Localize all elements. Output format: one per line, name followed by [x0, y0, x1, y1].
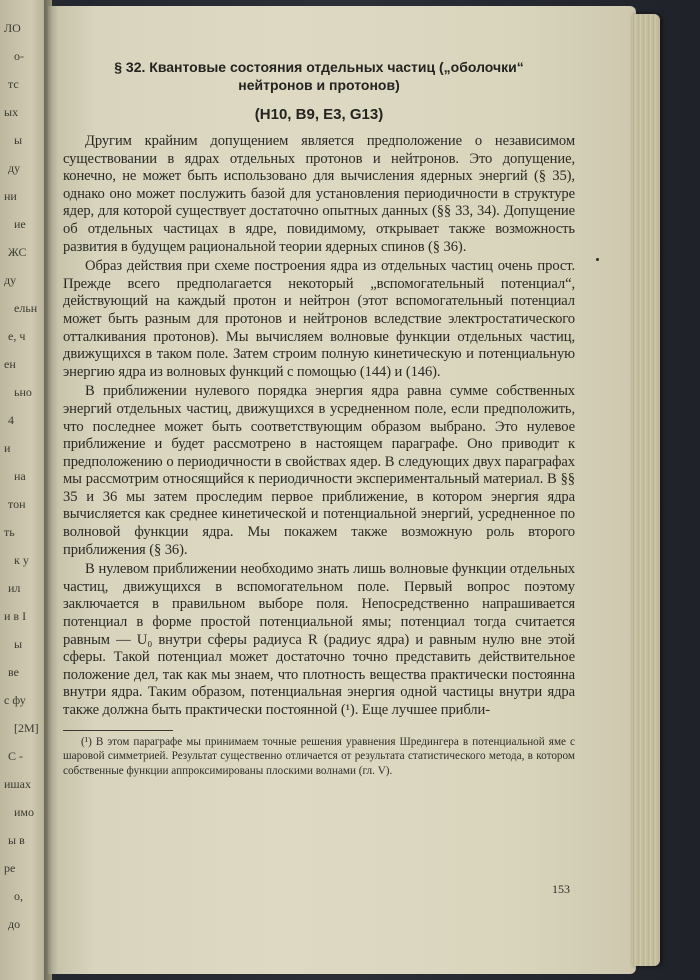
- section-title-line-2: нейтронов и протонов): [238, 77, 400, 93]
- previous-page-fragment: ы в: [8, 833, 25, 847]
- previous-page-fragment: 4: [8, 413, 14, 427]
- page-content: [63, 58, 575, 778]
- section-references: (H10, B9, E3, G13): [254, 106, 384, 123]
- previous-page-fragment: имо: [14, 805, 35, 819]
- previous-page-fragment: ы: [14, 637, 23, 651]
- previous-page-fragment: ие: [14, 217, 26, 231]
- page-stack-edges: [632, 14, 660, 966]
- previous-page-fragment: о,: [14, 889, 23, 903]
- previous-page-fragment: ЖС: [8, 245, 27, 259]
- previous-page-fragment: ьно: [14, 385, 32, 399]
- previous-page-fragment: о-: [14, 49, 24, 63]
- previous-page-fragment: С -: [8, 749, 23, 763]
- previous-page-fragment: ду: [4, 273, 17, 287]
- paragraph-4: В нулевом приближении необходимо знать лишь волновые функции отдельных частиц, движущихся в вспомогательном поле. Первый вопрос поэтому заключается в правильном выборе поля. Непосредственно напрашивается потенциал в форме простой потенциальной ямы; потенциал тогда считается равным — U₀ внутри сферы радиуса R (радиус ядра) и равным нулю вне этой сферы. Такой потенциал может достаточно точно представить действительное положение дел, так как мы знаем, что плотность вещества практически постоянна внутри ядра. Таким образом, потенциальная энергия одной частицы внутри ядра также должна быть практически постоянной (¹). Еще лучшее прибли-: [63, 561, 575, 718]
- previous-page-fragment: до: [8, 917, 21, 931]
- previous-page-fragment: к у: [14, 553, 29, 567]
- previous-page-fragment: ре: [4, 861, 16, 875]
- previous-page-fragment: и: [4, 441, 11, 455]
- previous-page-fragment: ельн: [14, 301, 38, 315]
- previous-page-fragment: ы: [14, 133, 23, 147]
- footnote: (¹) В этом параграфе мы принимаем точные решения уравнения Шредингера в потенциальной яме с шаровой симметрией. Результат существенно отличается от результата статистического метода, в котором собственные функции аппроксимированы плоскими волнами (гл. V).: [63, 735, 575, 777]
- previous-page-fragment: на: [14, 469, 26, 483]
- page-number: 153: [552, 882, 570, 896]
- previous-page-fragment: ишах: [4, 777, 31, 791]
- previous-page-fragment: ых: [4, 105, 19, 119]
- footnote-divider: [63, 730, 173, 731]
- previous-page-fragment: ЛО: [4, 21, 21, 35]
- previous-page-fragment: е, ч: [8, 329, 26, 343]
- previous-page-fragment: ен: [4, 357, 16, 371]
- paragraph-1: Другим крайним допущением является предположение о независимом существовании в ядрах отдельных протонов и нейтронов. Это допущение, конечно, не может быть использовано для вычисления ядерных энергий (§ 35), однако оно может послужить базой для установления периодичности в структуре ядер, для которой существует достаточно опытных данных (§§ 33, 34). Допущение об отдельных частицах в ядре, повидимому, открывает также возможность развития в будущем рациональной теории ядерных спинов (§ 36).: [63, 133, 575, 255]
- previous-page-fragment: ть: [4, 525, 15, 539]
- section-title-line-1: § 32. Квантовые состояния отдельных частиц („оболочки“: [114, 59, 524, 75]
- previous-page-fragment: тон: [8, 497, 26, 511]
- previous-page-fragment: с фу: [4, 693, 26, 707]
- margin-dot: [596, 258, 599, 261]
- section-title: [63, 58, 575, 94]
- book-gutter-shadow: [44, 0, 58, 980]
- paragraph-3: В приближении нулевого порядка энергия ядра равна сумме собственных энергий отдельных частиц, движущихся в усредненном поле, если предположить, что последнее может быть соответствующим образом выбрано. Это нулевое приближение и будет рассмотрено в настоящем параграфе. Оно приводит к предположению о периодичности в свойствах ядер. В следующих двух параграфах мы рассмотрим относящийся к периодичности экспериментальный материал. В §§ 35 и 36 мы затем проследим первое приближение, в котором энергия ядра вычисляется как среднее кинетической и потенциальной энергий, усредненное по волновой функции ядра. Мы покажем также возможную роль второго приближения (§ 36).: [63, 383, 575, 558]
- previous-page-fragment: ил: [8, 581, 21, 595]
- paragraph-2: Образ действия при схеме построения ядра из отдельных частиц очень прост. Прежде всего предполагается некоторый „вспомогательный потенциал“, действующий на каждый протон и нейтрон (этот вспомогательный потенциал может быть разным для протонов и нейтронов вследствие электростатического отталкивания протонов). Мы вычисляем волновые функции отдельных частиц, движущихся в таком поле. Затем строим полную кинетическую и потенциальную энергию ядра из волновых функций с помощью (144) и (146).: [63, 258, 575, 380]
- previous-page-fragment: [2М]: [14, 721, 39, 735]
- previous-page-fragment: ни: [4, 189, 17, 203]
- previous-page-fragment: ве: [8, 665, 19, 679]
- previous-page-fragment: и в I: [4, 609, 27, 623]
- previous-page-fragment: тс: [8, 77, 19, 91]
- previous-page-fragment: ду: [8, 161, 21, 175]
